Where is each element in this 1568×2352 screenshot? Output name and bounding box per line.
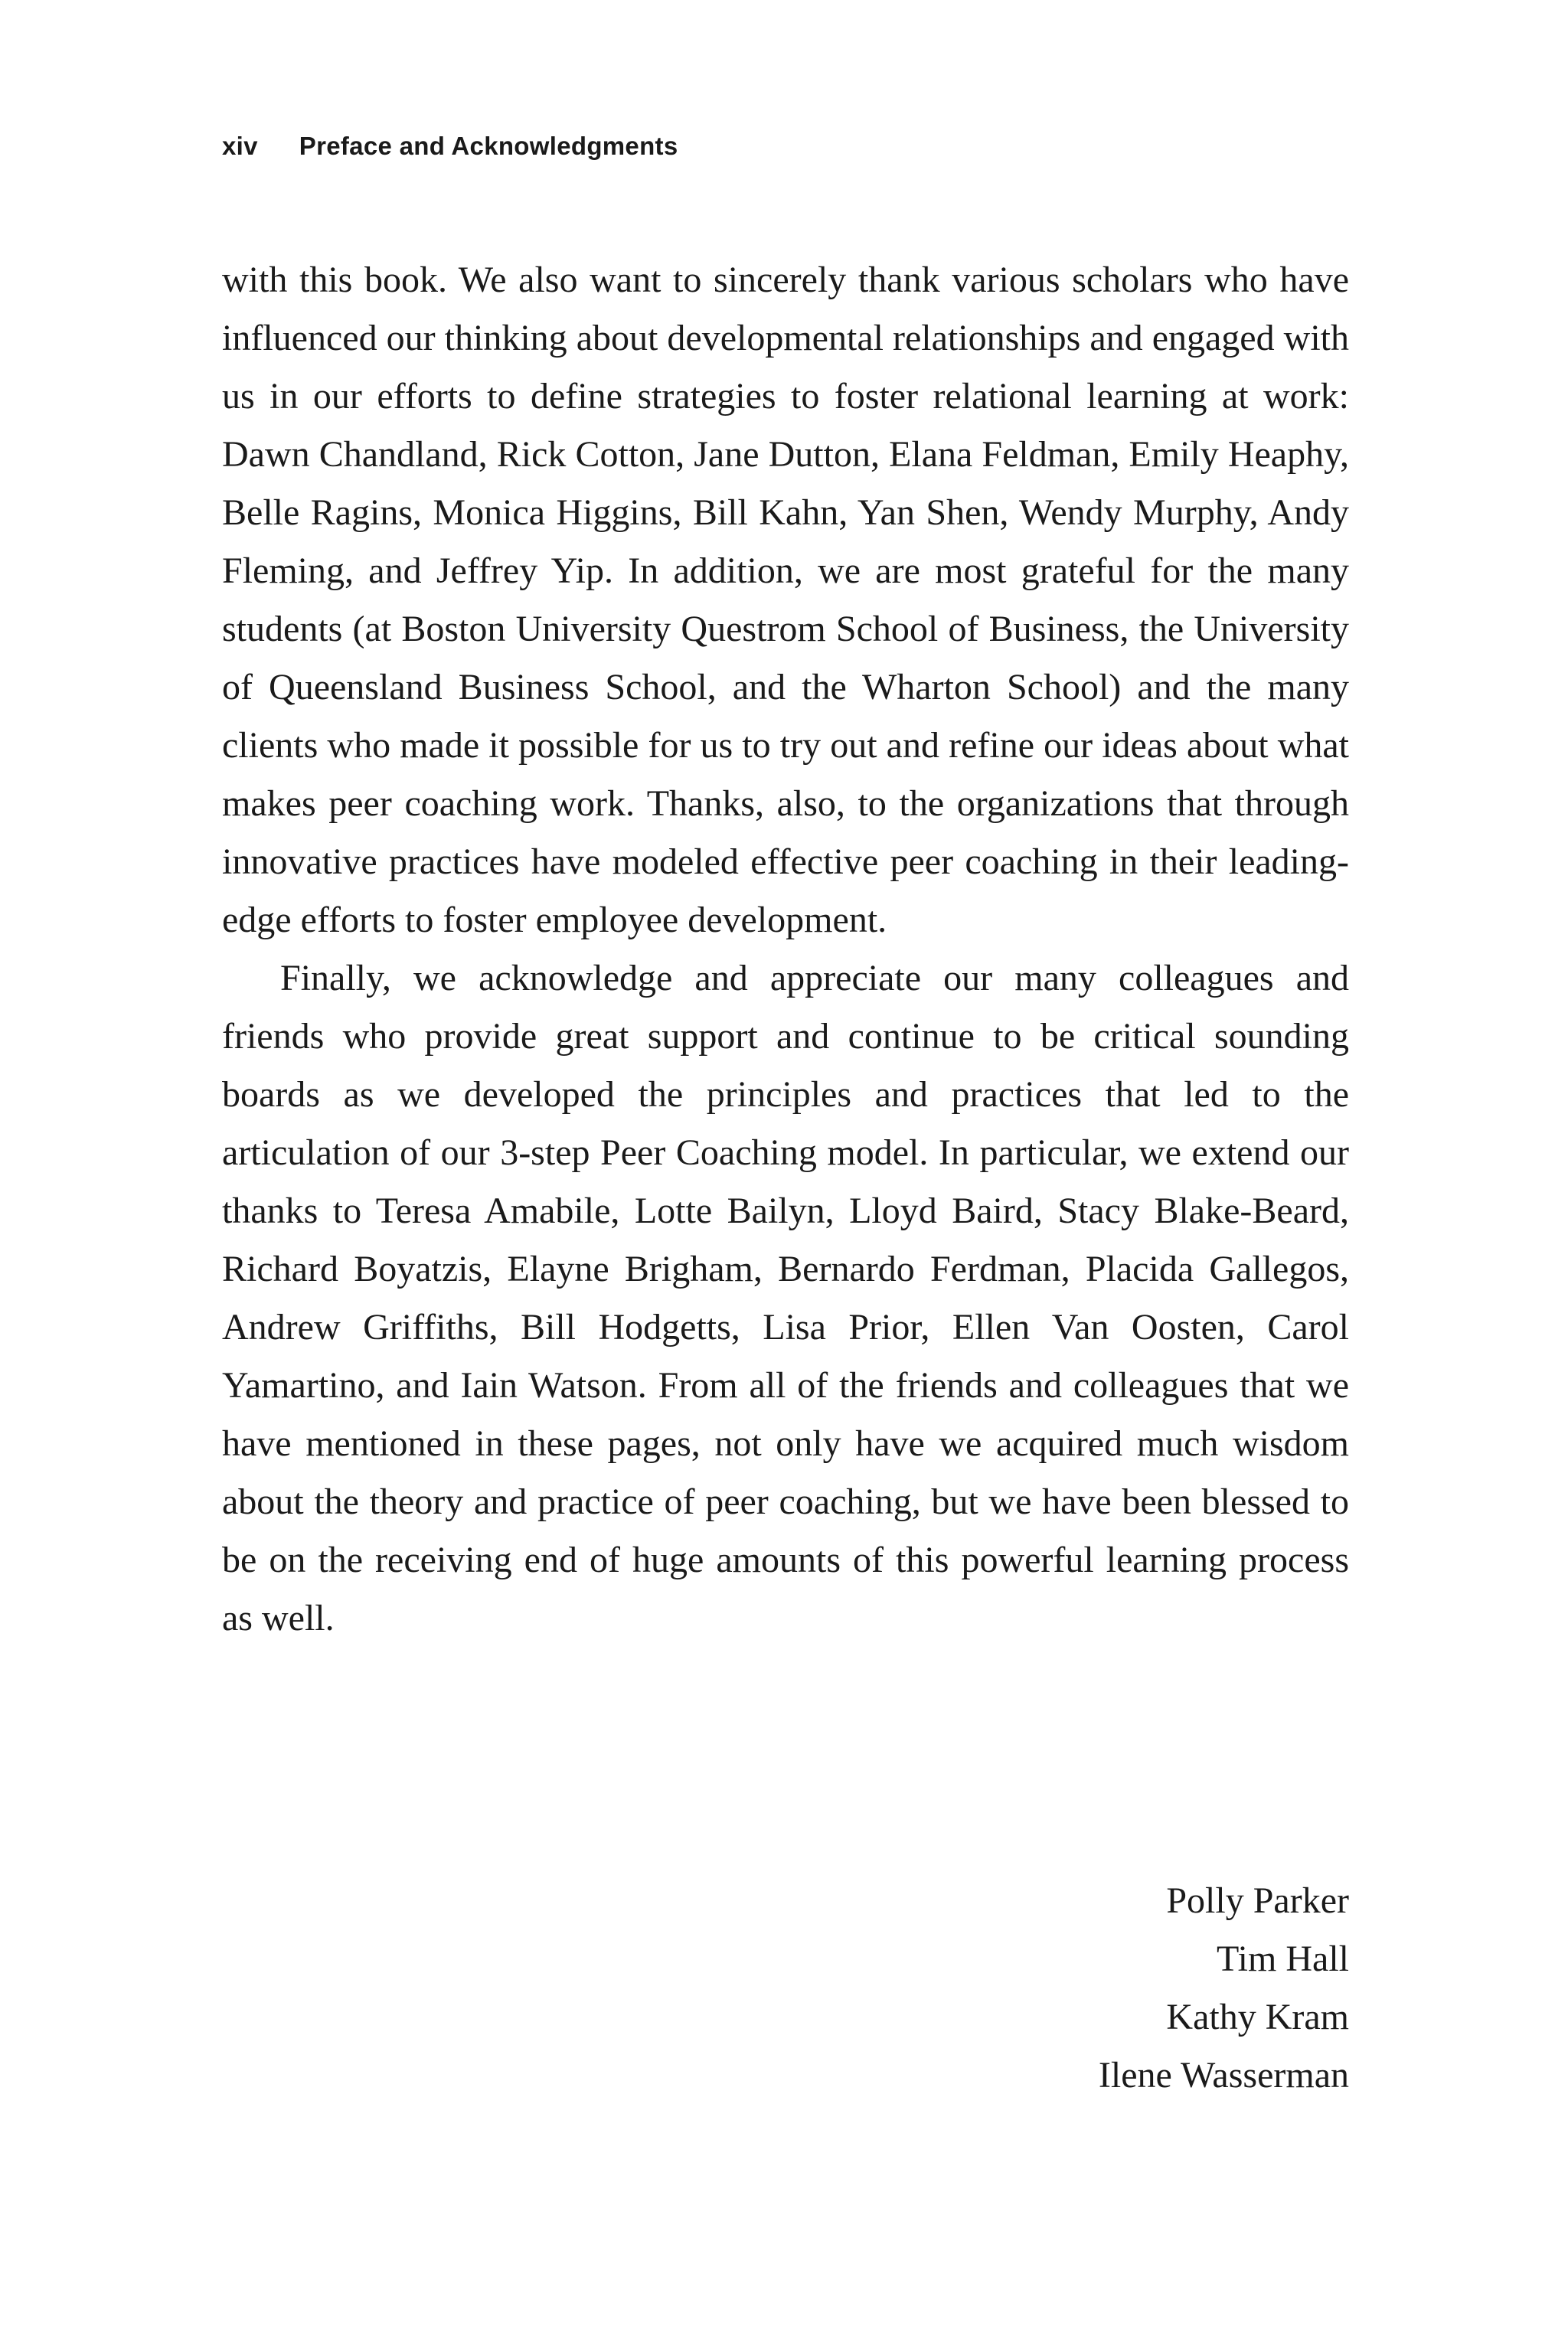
running-head <box>222 132 678 161</box>
author-name: Ilene Wasserman <box>1098 2055 1349 2096</box>
page-number: xiv <box>222 132 258 160</box>
author-signatures <box>1099 1872 1349 2105</box>
running-title: Preface and Acknowledgments <box>299 132 678 160</box>
paragraph-continued: with this book. We also want to sincerely thank various scholars who have influenced our thinking about developmental relationships and engaged with us in our efforts to define strategies to foster relational learning at work: Dawn Chandland, Rick Cotton, Jane Dutton, Elana Feldman, Emily Heaphy, Belle Ragins, Monica Higgins, Bill Kahn, Yan Shen, Wendy Murphy, Andy Fleming, and Jeffrey Yip. In addition, we are most grateful for the many students (at Boston University Questrom School of Business, the University of Queensland Business School, and the Wharton School) and the many clients who made it possible for us to try out and refine our ideas about what makes peer coaching work. Thanks, also, to the organizations that through innovative practices have modeled effective peer coaching in their leading-edge efforts to foster employee development. <box>222 260 1349 940</box>
paragraph-finally: Finally, we acknowledge and appreciate our many colleagues and friends who provide great support and continue to be critical sounding boards as we developed the principles and practices that led to the articulation of our 3-step Peer Coaching model. In particular, we extend our thanks to Teresa Amabile, Lotte Bailyn, Lloyd Baird, Stacy Blake-Beard, Richard Boyatzis, Elayne Brigham, Bernardo Ferdman, Placida Gallegos, Andrew Griffiths, Bill Hodgetts, Lisa Prior, Ellen Van Oosten, Carol Yamartino, and Iain Watson. From all of the friends and colleagues that we have mentioned in these pages, not only have we acquired much wisdom about the theory and practice of peer coaching, but we have been blessed to be on the receiving end of huge amounts of this powerful learning process as well. <box>222 958 1349 1638</box>
author-name: Kathy Kram <box>1166 1997 1349 2037</box>
body-text <box>222 251 1349 1648</box>
author-name: Polly Parker <box>1166 1880 1349 1921</box>
author-name: Tim Hall <box>1217 1939 1349 1979</box>
